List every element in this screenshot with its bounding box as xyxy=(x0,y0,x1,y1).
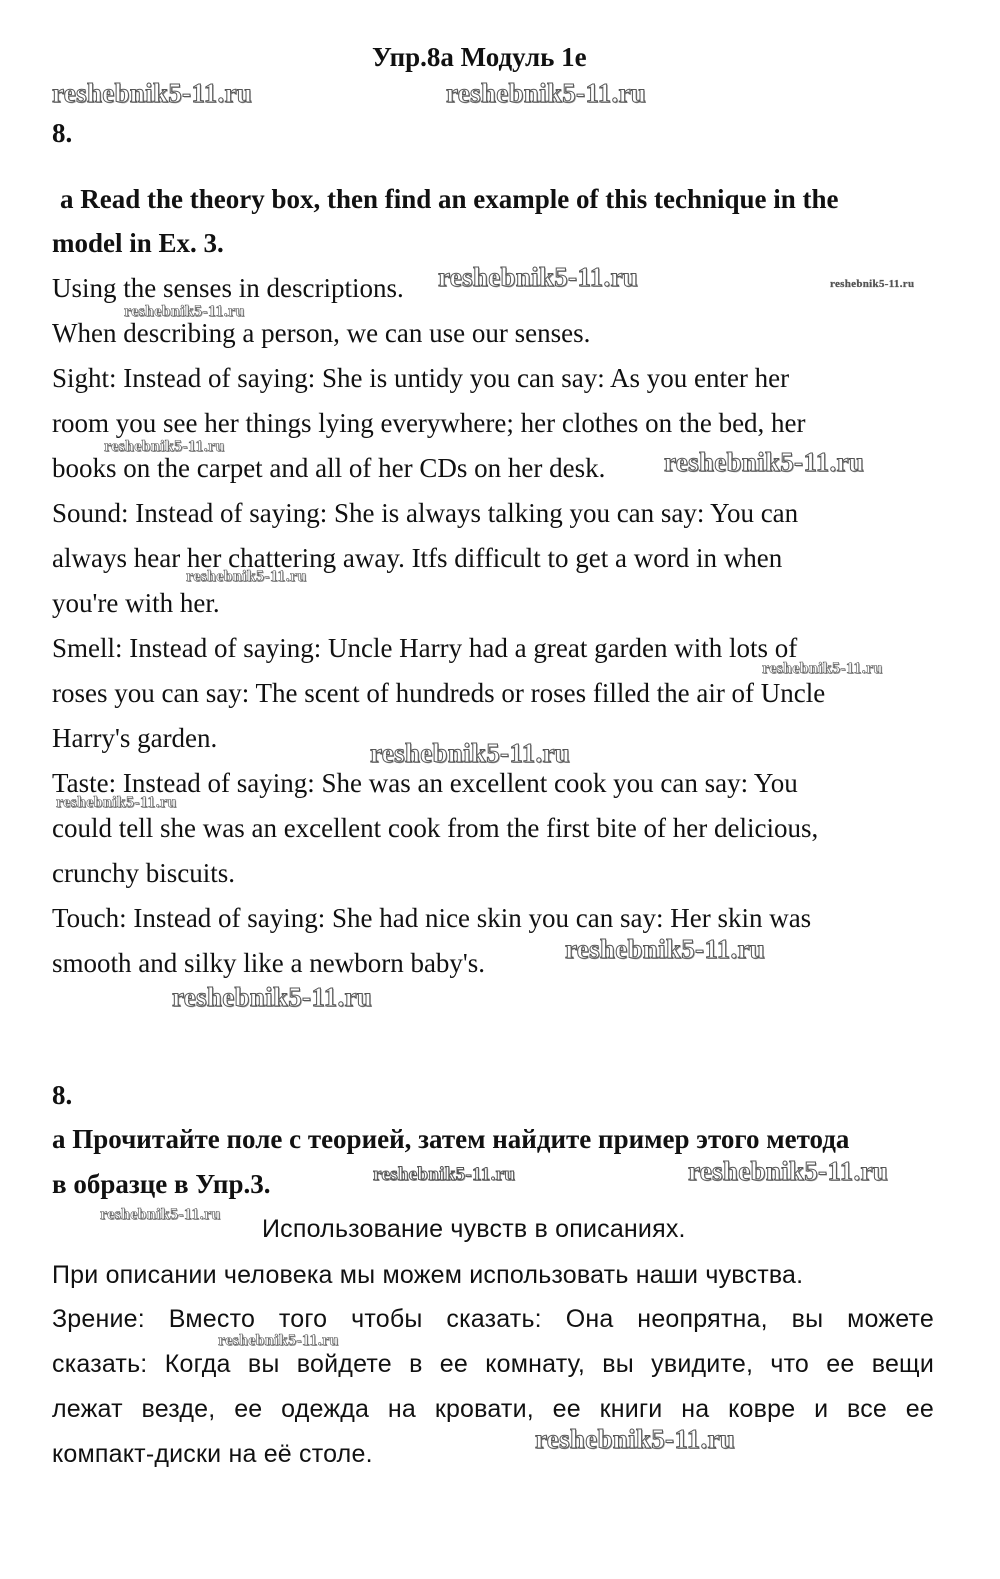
translation-line: При описании человека мы можем использовать наши чувства. xyxy=(52,1261,804,1289)
watermark: reshebnik5-11.ru xyxy=(172,982,373,1012)
watermark: reshebnik5-11.ru xyxy=(104,438,225,455)
theory-line: crunchy biscuits. xyxy=(52,858,235,888)
watermark: reshebnik5-11.ru xyxy=(218,1332,339,1349)
watermark: reshebnik5-11.ru xyxy=(100,1206,221,1223)
watermark: reshebnik5-11.ru xyxy=(762,660,883,677)
theory-line: Taste: Instead of saying: She was an excellent cook you can say: You xyxy=(52,768,798,798)
theory-line: Smell: Instead of saying: Uncle Harry had a great garden with lots of xyxy=(52,633,798,663)
watermark: reshebnik5-11.ru xyxy=(186,568,307,585)
theory-line: roses you can say: The scent of hundreds or roses filled the air of Uncle xyxy=(52,678,826,708)
translation-line: Зрение: Вместо того чтобы сказать: Она неопрятна, вы можете xyxy=(52,1305,934,1333)
watermark: reshebnik5-11.ru xyxy=(830,278,915,290)
theory-line: always hear her chattering away. Itfs difficult to get a word in when xyxy=(52,543,783,573)
theory-line: smooth and silky like a newborn baby's. xyxy=(52,948,486,978)
translation-line: сказать: Когда вы войдете в ее комнату, вы увидите, что ее вещи xyxy=(52,1350,934,1378)
theory-line: Harry's garden. xyxy=(52,723,218,753)
theory-line: you're with her. xyxy=(52,588,220,618)
watermark: reshebnik5-11.ru xyxy=(373,1164,516,1185)
task-heading-ru-line1: а Прочитайте поле с теорией, затем найдите пример этого метода xyxy=(52,1124,850,1154)
theory-line: room you see her things lying everywhere; her clothes on the bed, her xyxy=(52,408,806,438)
exercise-number-ru: 8. xyxy=(52,1080,73,1110)
translation-line: компакт-диски на её столе. xyxy=(52,1440,373,1468)
task-heading-en-line2: model in Ex. 3. xyxy=(52,228,224,258)
theory-line: Sound: Instead of saying: She is always talking you can say: You can xyxy=(52,498,799,528)
theory-line: Using the senses in descriptions. xyxy=(52,273,404,303)
translation-line: Использование чувств в описаниях. xyxy=(262,1215,686,1243)
watermark: reshebnik5-11.ru xyxy=(370,738,571,768)
task-heading-en-line1: a Read the theory box, then find an example of this technique in the xyxy=(60,184,839,214)
watermark: reshebnik5-11.ru xyxy=(438,262,639,292)
theory-line: books on the carpet and all of her CDs on her desk. xyxy=(52,453,606,483)
watermark: reshebnik5-11.ru xyxy=(124,303,245,320)
watermark: reshebnik5-11.ru xyxy=(52,78,253,108)
watermark: reshebnik5-11.ru xyxy=(664,447,865,477)
theory-line: Touch: Instead of saying: She had nice skin you can say: Her skin was xyxy=(52,903,812,933)
watermark: reshebnik5-11.ru xyxy=(535,1424,736,1454)
translation-line: лежат везде, ее одежда на кровати, ее книги на ковре и все ее xyxy=(52,1395,934,1423)
theory-line: When describing a person, we can use our senses. xyxy=(52,318,591,348)
watermark: reshebnik5-11.ru xyxy=(446,78,647,108)
task-heading-ru-line2: в образце в Упр.3. xyxy=(52,1169,271,1199)
watermark: reshebnik5-11.ru xyxy=(565,934,766,964)
watermark: reshebnik5-11.ru xyxy=(688,1156,889,1186)
theory-line: could tell she was an excellent cook from the first bite of her delicious, xyxy=(52,813,819,843)
watermark: reshebnik5-11.ru xyxy=(56,794,177,811)
exercise-number-en: 8. xyxy=(52,118,73,148)
theory-line: Sight: Instead of saying: She is untidy you can say: As you enter her xyxy=(52,363,790,393)
page-title: Упр.8а Модуль 1е xyxy=(372,42,587,72)
